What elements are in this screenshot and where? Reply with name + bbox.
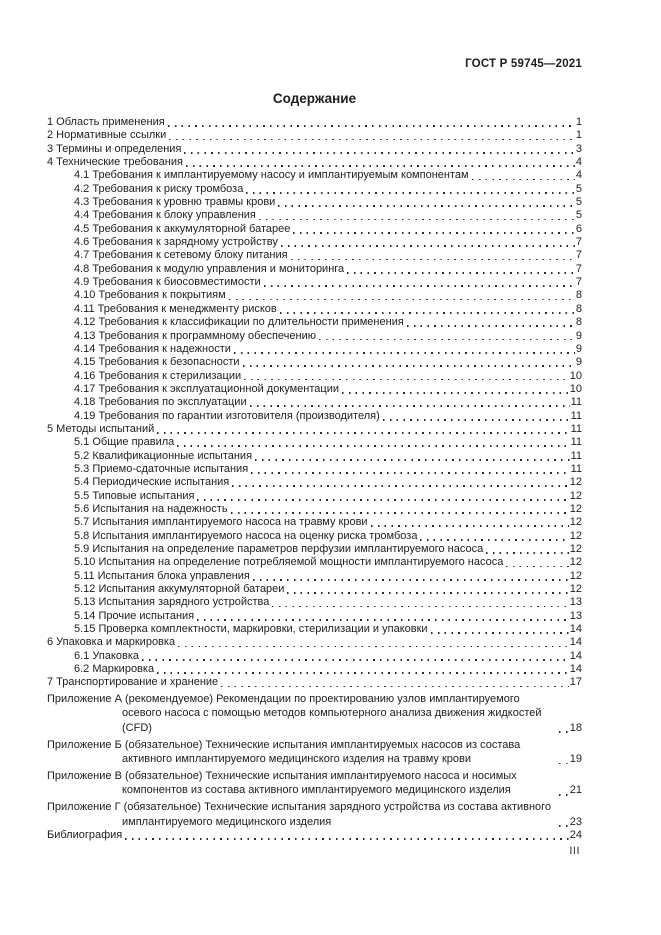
toc-entry-page-number: 7 [575, 236, 582, 249]
dot-leader [319, 339, 575, 341]
toc-entry-title: 5.4 Периодические испытания [74, 476, 230, 489]
dot-leader [232, 485, 568, 487]
toc-entry [47, 738, 582, 767]
toc-entry-title: 5.1 Общие правила [74, 436, 175, 449]
toc-entry-title: 4.9 Требования к биосовместимости [74, 276, 261, 289]
toc-entry [47, 183, 582, 196]
toc-entry-page-number: 8 [575, 302, 582, 315]
dot-leader [229, 299, 575, 301]
toc-entry [47, 223, 582, 236]
toc-entry-page-number: 11 [570, 449, 582, 462]
dot-leader [407, 325, 575, 327]
toc-entry [47, 663, 582, 676]
toc-entry [47, 769, 582, 798]
toc-entry-page-number: 12 [569, 489, 582, 502]
toc-entry-page-number: 19 [569, 753, 582, 766]
toc-entry-page-number: 9 [575, 356, 582, 369]
toc-entry-title: 4.18 Требования по эксплуатации [74, 396, 247, 409]
toc-entry-page-number: 13 [569, 596, 582, 609]
toc-entry-title: 4 Технические требования [47, 156, 183, 169]
toc-entry-title: 4.17 Требования к эксплуатационной документации [74, 382, 339, 395]
toc-entry [47, 436, 582, 449]
toc-entry-page-number: 4 [575, 156, 582, 169]
toc-list [47, 116, 582, 842]
toc-entry-title: 4.2 Требования к риску тромбоза [74, 182, 244, 195]
dot-leader [169, 139, 575, 141]
dot-leader [251, 472, 569, 474]
toc-entry [47, 610, 582, 623]
toc-entry-title: Приложение А (рекомендуемое) Рекомендации по проектированию узлов имплантируемого осевого насоса с помощью методов компьютерного анализа движения жидкостей (CFD) [47, 692, 542, 734]
toc-entry [47, 570, 582, 583]
toc-entry-page-number: 4 [575, 169, 582, 182]
dot-leader [559, 794, 569, 796]
toc-entry-title: 4.15 Требования к безопасности [74, 356, 240, 369]
dot-leader [559, 825, 569, 827]
toc-entry-title: 4.6 Требования к зарядному устройству [74, 236, 278, 249]
dot-leader [125, 838, 569, 840]
dot-leader [281, 245, 575, 247]
toc-entry-page-number: 5 [575, 209, 582, 222]
dot-leader [506, 566, 568, 568]
toc-entry [47, 476, 582, 489]
toc-entry [47, 276, 582, 289]
toc-entry-page-number: 3 [575, 142, 582, 155]
toc-entry-page-number: 5 [575, 182, 582, 195]
toc-entry-page-number: 14 [569, 649, 582, 662]
toc-entry-page-number: 12 [569, 583, 582, 596]
dot-leader [142, 659, 569, 661]
toc-entry [47, 370, 582, 383]
toc-entry [47, 236, 582, 249]
toc-entry-page-number: 14 [569, 663, 582, 676]
toc-entry-title: 4.11 Требования к менеджменту рисков [74, 302, 277, 315]
toc-entry-title: 5.12 Испытания аккумуляторной батареи [74, 583, 285, 596]
toc-entry-title: 4.5 Требования к аккумуляторной батарее [74, 222, 291, 235]
toc-entry [47, 396, 582, 409]
toc-entry [47, 263, 582, 276]
dot-leader [184, 152, 574, 154]
toc-entry-page-number: 11 [570, 462, 582, 475]
dot-leader [197, 499, 568, 501]
toc-entry [47, 623, 582, 636]
dot-leader [255, 459, 570, 461]
toc-entry-title: 5.8 Испытания имплантируемого насоса на оценку риска тромбоза [74, 529, 418, 542]
toc-entry-page-number: 14 [569, 623, 582, 636]
toc-entry-page-number: 10 [569, 369, 582, 382]
toc-entry-title: Библиография [47, 829, 123, 842]
toc-entry-page-number: 7 [575, 249, 582, 262]
dot-leader [486, 552, 569, 554]
toc-entry-title: 5.13 Испытания зарядного устройства [74, 596, 270, 609]
toc-entry-title: 5.14 Прочие испытания [74, 609, 195, 622]
toc-entry-title: 4.12 Требования к классификации по длительности применения [74, 316, 404, 329]
dot-leader [383, 419, 570, 421]
dot-leader [221, 686, 569, 688]
toc-entry [47, 829, 582, 842]
toc-entry-title: 6.1 Упаковка [74, 649, 139, 662]
toc-entry [47, 543, 582, 556]
toc-entry [47, 410, 582, 423]
toc-entry-page-number: 1 [575, 116, 582, 128]
toc-entry-title: 4.1 Требования к имплантируемому насосу и имплантируемым компонентам [74, 169, 469, 182]
dot-leader [197, 619, 569, 621]
toc-entry-page-number: 12 [569, 516, 582, 529]
toc-entry [47, 316, 582, 329]
toc-entry-title: 4.3 Требования к уровню травмы крови [74, 196, 276, 209]
dot-leader [168, 125, 575, 127]
toc-entry [47, 330, 582, 343]
toc-entry-title: 4.4 Требования к блоку управления [74, 209, 256, 222]
dot-leader [157, 672, 569, 674]
toc-entry-title: 5.6 Испытания на надежность [74, 502, 228, 515]
dot-leader [177, 445, 569, 447]
dot-leader [178, 646, 569, 648]
dot-leader [559, 731, 569, 733]
toc-entry [47, 556, 582, 569]
toc-entry-title: 3 Термины и определения [47, 142, 182, 155]
toc-entry-page-number: 12 [569, 529, 582, 542]
toc-entry-title: 4.13 Требования к программному обеспечению [74, 329, 316, 342]
toc-entry [47, 583, 582, 596]
toc-entry [47, 156, 582, 169]
toc-entry-page-number: 1 [575, 129, 582, 142]
toc-entry-page-number: 12 [569, 543, 582, 555]
toc-entry [47, 530, 582, 543]
dot-leader [234, 352, 575, 354]
dot-leader [342, 392, 569, 394]
toc-entry-page-number: 18 [569, 721, 582, 734]
toc-entry-page-number: 7 [575, 276, 582, 289]
toc-entry-page-number: 11 [570, 396, 582, 409]
toc-entry-title: 7 Транспортирование и хранение [47, 676, 219, 689]
dot-leader [347, 272, 575, 274]
toc-entry [47, 249, 582, 262]
toc-entry-page-number: 12 [569, 556, 582, 569]
toc-entry [47, 423, 582, 436]
dot-leader [244, 379, 569, 381]
dot-leader [250, 405, 570, 407]
toc-entry [47, 450, 582, 463]
toc-entry-page-number: 12 [569, 502, 582, 515]
document-number: ГОСТ Р 59745—2021 [465, 58, 582, 70]
toc-entry-title: 1 Область применения [47, 116, 165, 128]
toc-entry-title: 5.11 Испытания блока управления [74, 569, 250, 582]
toc-entry-title: 4.14 Требования к надежности [74, 342, 231, 355]
toc-entry-title: 5.2 Квалификационные испытания [74, 449, 253, 462]
toc-entry-title: 5 Методы испытаний [47, 422, 155, 435]
toc-entry [47, 676, 582, 689]
toc-entry-page-number: 12 [569, 569, 582, 582]
toc-entry-page-number: 5 [575, 196, 582, 209]
toc-entry [47, 303, 582, 316]
toc-entry-title: Приложение Б (обязательное) Технические испытания имплантируемых насосов из состава активного имплантируемого медицинского изделия на травму крови [47, 738, 521, 766]
dot-leader [264, 285, 575, 287]
toc-entry [47, 463, 582, 476]
dot-leader [293, 232, 575, 234]
dot-leader [186, 165, 575, 167]
toc-entry-title: 4.10 Требования к покрытиям [74, 289, 226, 302]
toc-entry [47, 356, 582, 369]
toc-entry [47, 800, 582, 829]
dot-leader [472, 179, 575, 181]
toc-entry [47, 209, 582, 222]
toc-entry-page-number: 23 [569, 815, 582, 828]
toc-entry [47, 116, 582, 129]
toc-entry-page-number: 9 [575, 342, 582, 355]
toc-entry-page-number: 11 [570, 436, 582, 449]
toc-entry-title: 4.16 Требования к стерилизации [74, 369, 242, 382]
dot-leader [287, 592, 568, 594]
toc-entry [47, 650, 582, 663]
toc-entry-page-number: 10 [569, 382, 582, 395]
toc-entry [47, 490, 582, 503]
dot-leader [231, 512, 569, 514]
toc-entry [47, 289, 582, 302]
toc-entry-title: 4.8 Требования к модулю управления и мониторинга [74, 262, 345, 275]
toc-entry-page-number: 7 [575, 262, 582, 275]
toc-entry-title: 5.5 Типовые испытания [74, 489, 195, 502]
toc-entry [47, 129, 582, 142]
toc-entry [47, 692, 582, 736]
toc-entry-title: 2 Нормативные ссылки [47, 129, 167, 142]
toc-entry-page-number: 14 [569, 636, 582, 649]
toc-entry-page-number: 11 [570, 409, 582, 422]
dot-leader [272, 606, 568, 608]
toc-entry-page-number: 12 [569, 476, 582, 489]
toc-entry-title: 5.9 Испытания на определение параметров перфузии имплантируемого насоса [74, 543, 484, 555]
toc-entry-page-number: 11 [570, 422, 582, 435]
toc-entry-page-number: 24 [569, 829, 582, 842]
dot-leader [253, 579, 569, 581]
dot-leader [246, 192, 575, 194]
toc-entry [47, 516, 582, 529]
toc-entry-title: 5.3 Приемо-сдаточные испытания [74, 462, 249, 475]
dot-leader [431, 632, 569, 634]
toc-entry-page-number: 9 [575, 329, 582, 342]
page-title: Содержание [272, 91, 357, 106]
toc-entry-page-number: 6 [575, 222, 582, 235]
toc-entry-title: 6 Упаковка и маркировка [47, 636, 176, 649]
toc-entry-title: 4.19 Требования по гарантии изготовителя (производителя) [74, 409, 380, 422]
toc-entry-title: Приложение В (обязательное) Технические испытания имплантируемого насоса и носимых компонентов из состава активного имплантируемого медицинского изделия [47, 769, 517, 797]
toc-entry [47, 503, 582, 516]
toc-entry-page-number: 13 [569, 609, 582, 622]
dot-leader [278, 205, 575, 207]
toc-entry-title: 5.15 Проверка комплектности, маркировки, стерилизации и упаковки [74, 623, 428, 636]
dot-leader [243, 365, 575, 367]
toc-entry-title: 6.2 Маркировка [74, 663, 155, 676]
dot-leader [559, 763, 569, 765]
dot-leader [259, 219, 575, 221]
dot-leader [420, 539, 568, 541]
toc-entry [47, 383, 582, 396]
dot-leader [291, 259, 575, 261]
toc-entry [47, 596, 582, 609]
toc-entry-title: 5.7 Испытания имплантируемого насоса на травму крови [74, 516, 368, 529]
toc-entry-page-number: 21 [569, 784, 582, 797]
toc-entry-page-number: 8 [575, 316, 582, 329]
dot-leader [157, 432, 569, 434]
toc-entry-title: 4.7 Требования к сетевому блоку питания [74, 249, 288, 262]
toc-entry-page-number: 17 [569, 676, 582, 689]
toc-entry-page-number: 8 [575, 289, 582, 302]
dot-leader [371, 525, 569, 527]
toc-entry [47, 143, 582, 156]
toc-entry [47, 169, 582, 182]
dot-leader [280, 312, 575, 314]
toc-entry-title: 5.10 Испытания на определение потребляемой мощности имплантируемого насоса [74, 556, 504, 569]
page-number-footer: III [569, 845, 580, 857]
toc-entry-title: Приложение Г (обязательное) Технические испытания зарядного устройства из состава активного имплантируемого медицинского изделия [47, 800, 552, 828]
toc-entry [47, 196, 582, 209]
toc-entry [47, 636, 582, 649]
toc-entry [47, 343, 582, 356]
